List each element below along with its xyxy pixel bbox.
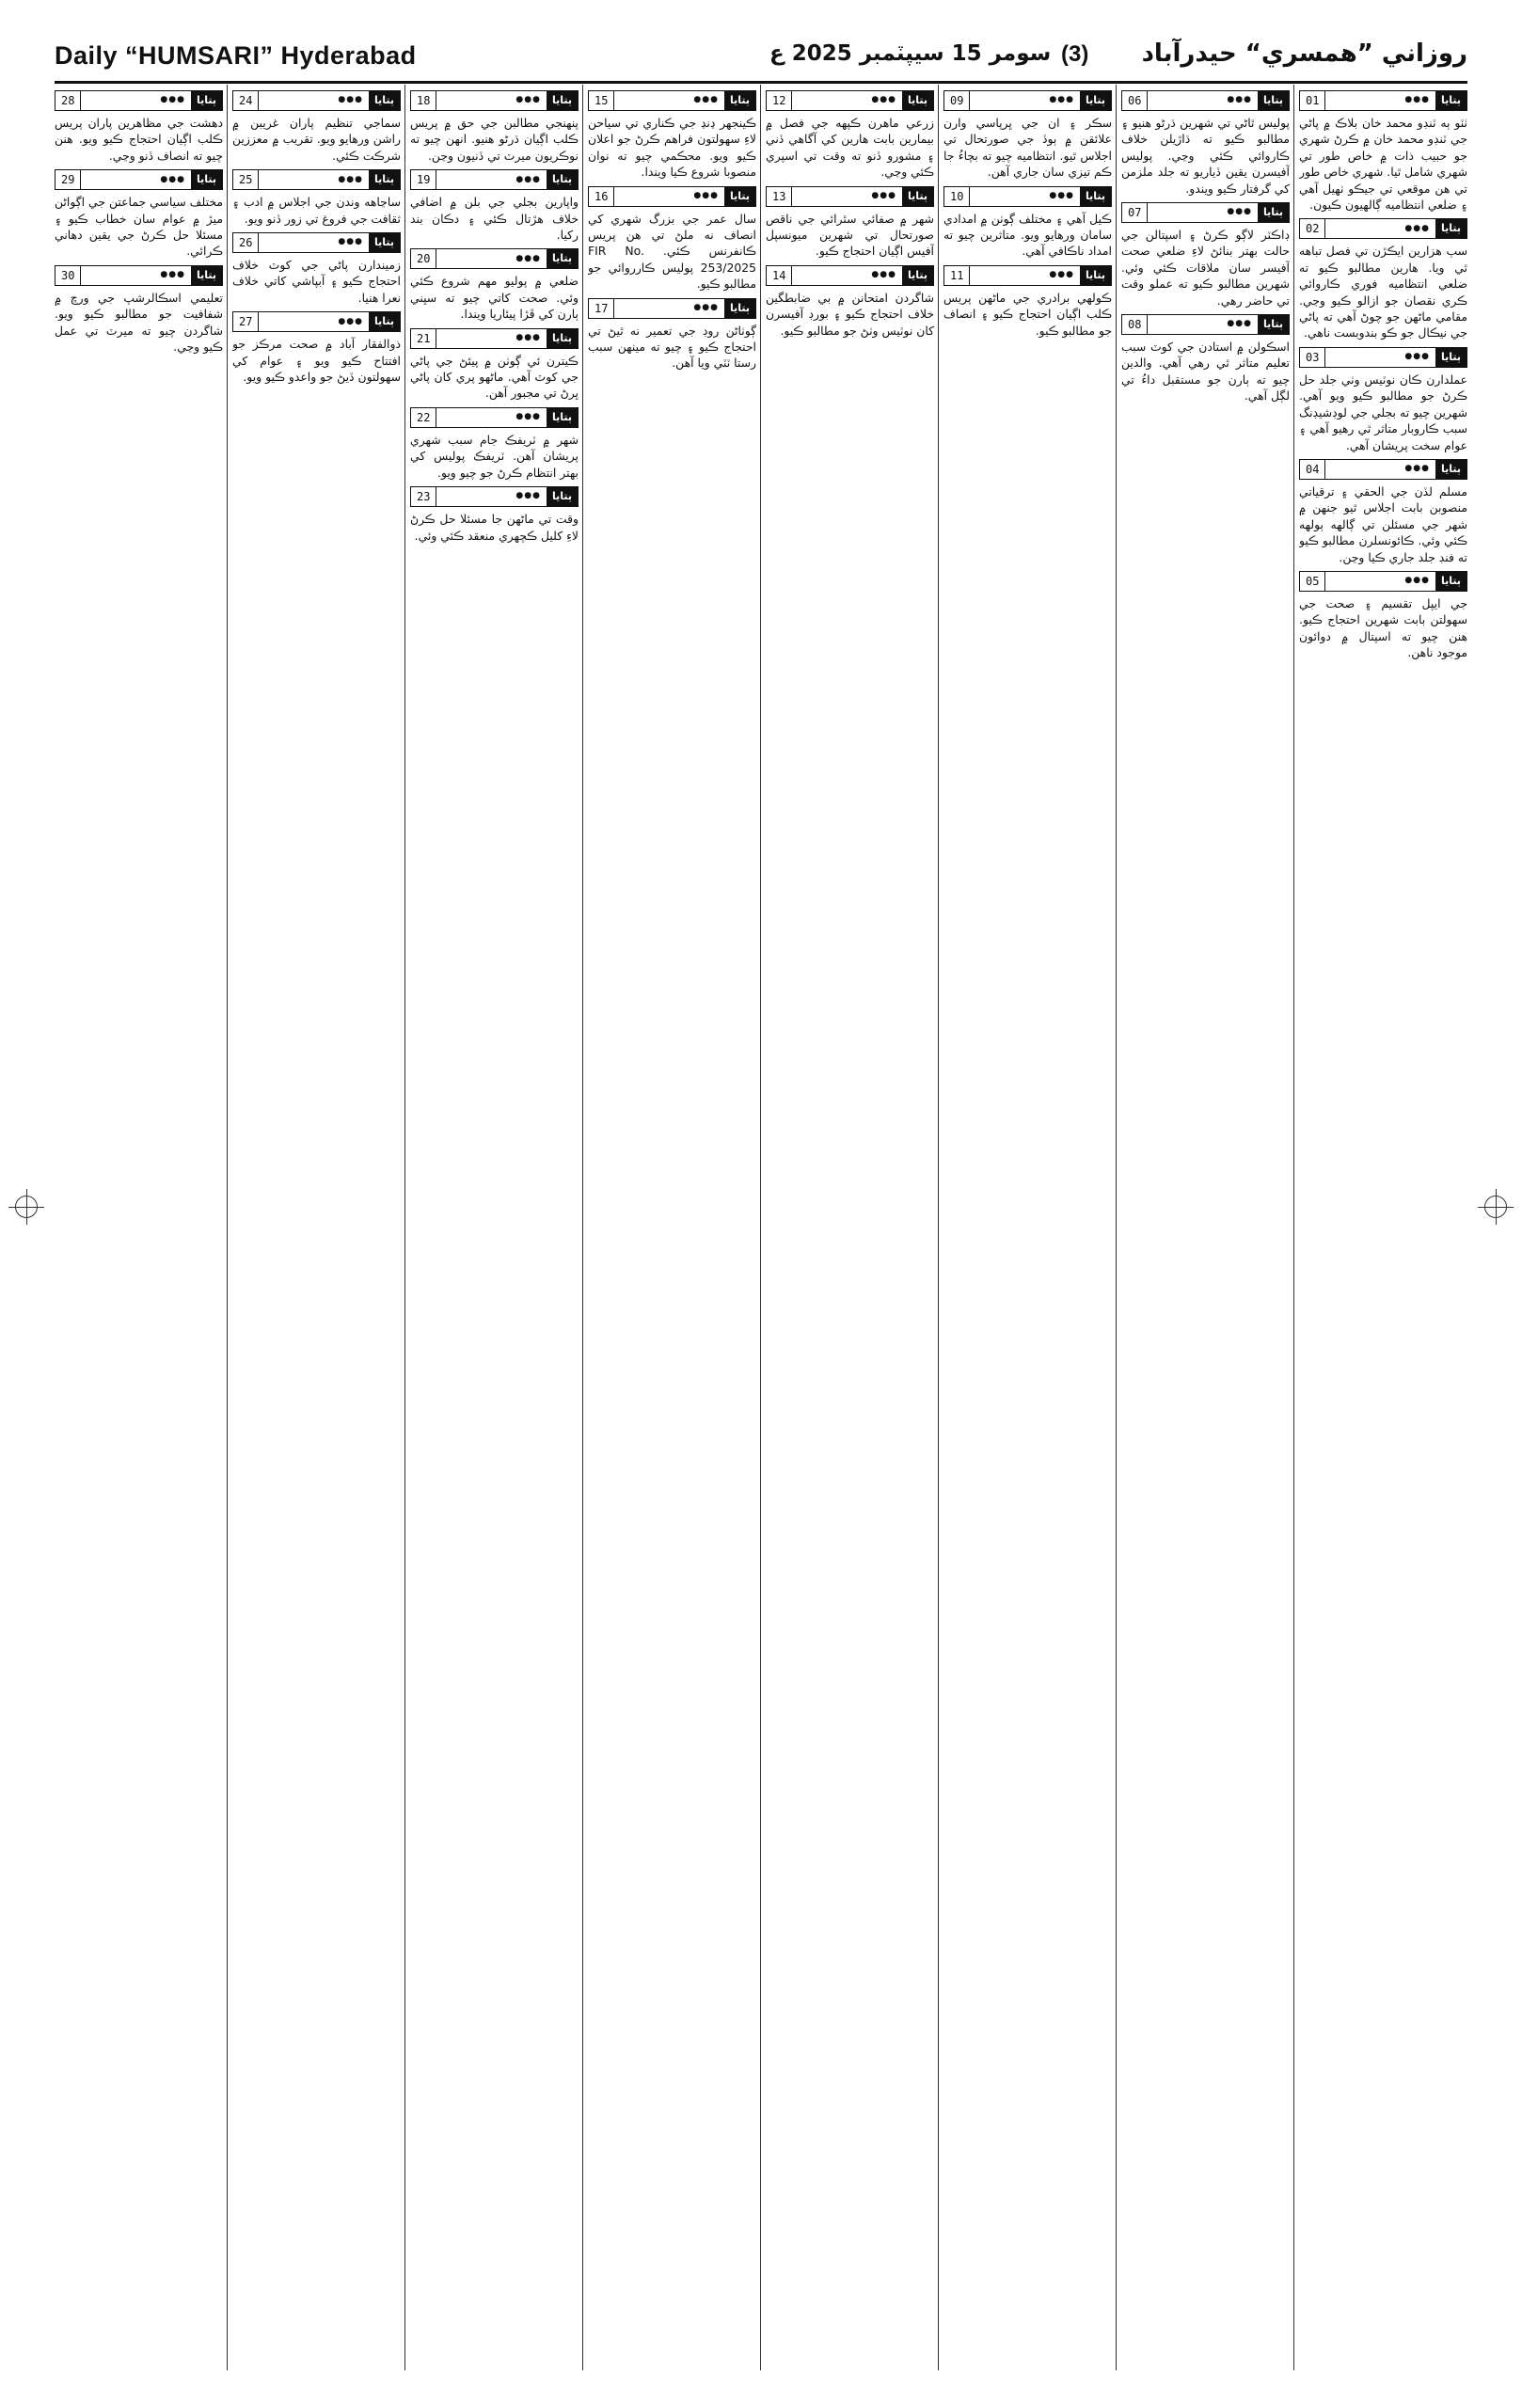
masthead-page-number: (3) <box>1061 41 1089 67</box>
news-item-body: مسلم لڏن جي الحقي ۽ ترقياتي منصوبن بابت اجلاس ٿيو جنهن ۾ شهر جي مسئلن تي ڳالهه ٻولهه ڪئي وئي. ڪائونسلرن مطالبو ڪيو ته فنڊ جلد جاري ڪيا وڃن. <box>1299 483 1467 564</box>
news-item-header <box>232 169 401 190</box>
news-item-header <box>55 169 223 190</box>
news-item-body: عملدارن ڪان نوٽيس وٺي جلد حل ڪرڻ جو مطالبو ڪيو ويو آهي. شهرين چيو ته بجلي جي لوڊشيڊنگ سبب ڪاروبار متاثر ٿي رهيو آهي ۽ عوام سخت پريشان آهي. <box>1299 372 1467 452</box>
item-label: ٻتايا <box>191 170 222 189</box>
item-stars: ●●● <box>1049 270 1074 280</box>
news-item-body: ڪيل آهي ۽ مختلف ڳوٺن ۾ امدادي سامان ورهايو ويو. متاثرين چيو ته امداد ناڪافي آهي. <box>943 211 1112 259</box>
item-number: 11 <box>944 266 970 285</box>
item-number: 27 <box>233 312 259 331</box>
item-number: 15 <box>589 91 614 110</box>
news-item-body: تعليمي اسڪالرشپ جي ورڇ ۾ شفافيت جو مطالبو ڪيو ويو. شاگردن چيو ته ميرٽ تي عمل ڪيو وڃي. <box>55 290 223 355</box>
item-label: ٻتايا <box>547 91 578 110</box>
item-label: ٻتايا <box>1435 572 1467 591</box>
item-stars: ●●● <box>160 95 185 105</box>
news-item-body: ذوالفقار آباد ۾ صحت مرڪز جو افتتاح ڪيو ويو ۽ عوام کي سهولتون ڏيڻ جو واعدو ڪيو ويو. <box>232 337 401 385</box>
item-number: 17 <box>589 299 614 318</box>
item-stars: ●●● <box>338 237 363 247</box>
item-stars: ●●● <box>693 302 719 312</box>
item-stars: ●●● <box>1404 352 1430 362</box>
news-item-body: ڪينجهر ڍنڍ جي ڪناري تي سياحن لاءِ سهولتون فراهم ڪرڻ جو اعلان ڪيو ويو. محڪمي چيو ته نوان منصوبا شروع ڪيا ويندا. <box>588 116 756 180</box>
item-label: ٻتايا <box>1080 266 1111 285</box>
item-label: ٻتايا <box>547 408 578 427</box>
item-number: 24 <box>233 91 259 110</box>
item-number: 06 <box>1122 91 1148 110</box>
news-item-body: دهشت جي مظاهرين پاران پريس ڪلب اڳيان احتجاج ڪيو ويو. هنن چيو ته انصاف ڏنو وڃي. <box>55 116 223 163</box>
news-item-header <box>410 328 579 349</box>
news-item-header <box>1299 571 1467 592</box>
item-number: 05 <box>1300 572 1325 591</box>
news-item-header <box>766 90 934 111</box>
news-column <box>1299 85 1467 2370</box>
item-label: ٻتايا <box>902 266 933 285</box>
news-item-header <box>588 90 756 111</box>
item-number: 20 <box>411 249 436 268</box>
item-label: ٻتايا <box>724 187 755 206</box>
news-item-body: شهر ۾ ٽريفڪ جام سبب شهري پريشان آهن. ٽريفڪ پوليس کي بهتر انتظام ڪرڻ جو چيو ويو. <box>410 432 579 480</box>
news-item-body: ٺٽو ٻه ٽنڊو محمد خان بلاڪ ۾ پاڻي جي ٽنڊو محمد خان ۾ ڪرڻ شهري جو حبيب ذات ۾ خاص طور تي شهري شامل ٿيا. شهري خاص طور تي هن موقعي تي جيڪو ٺهيل آهي ۽ ضلعي انتظاميه ڳالهيون ڪيون. <box>1299 116 1467 213</box>
news-item-header <box>1299 347 1467 368</box>
column-divider <box>404 85 405 2370</box>
item-stars: ●●● <box>515 412 541 422</box>
item-number: 29 <box>55 170 81 189</box>
item-label: ٻتايا <box>547 170 578 189</box>
item-stars: ●●● <box>1404 576 1430 586</box>
news-item-header <box>55 90 223 111</box>
item-stars: ●●● <box>871 270 896 280</box>
news-item-body: سڪر ۽ ان جي ڀرپاسي وارن علائقن ۾ ٻوڏ جي صورتحال تي اجلاس ٿيو. انتظاميه چيو ته بچاءُ جا ڪم تيزي سان جاري آهن. <box>943 116 1112 180</box>
news-item-header <box>1299 459 1467 480</box>
news-item-header <box>766 186 934 207</box>
news-column <box>232 85 401 2370</box>
item-number: 23 <box>411 487 436 506</box>
item-label: ٻتايا <box>547 249 578 268</box>
item-label: ٻتايا <box>1080 91 1111 110</box>
news-column <box>410 85 579 2370</box>
news-item-body: شهر ۾ صفائي سٿرائي جي ناقص صورتحال تي شهرين ميونسپل آفيس اڳيان احتجاج ڪيو. <box>766 211 934 259</box>
item-label: ٻتايا <box>902 91 933 110</box>
news-item-header <box>232 232 401 253</box>
news-item-header <box>1299 218 1467 239</box>
item-number: 30 <box>55 266 81 285</box>
item-number: 28 <box>55 91 81 110</box>
news-item-body: واپارين بجلي جي بلن ۾ اضافي خلاف هڙتال ڪئي ۽ دڪان بند رکيا. <box>410 195 579 243</box>
news-item-header <box>1299 90 1467 111</box>
news-item-body: سماجي تنظيم پاران غريبن ۾ راشن ورهايو ويو. تقريب ۾ معززين شرڪت ڪئي. <box>232 116 401 163</box>
item-stars: ●●● <box>1049 190 1074 200</box>
item-label: ٻتايا <box>1435 348 1467 367</box>
item-number: 10 <box>944 187 970 206</box>
news-item-body: ڊاڪٽر لاڳو ڪرڻ ۽ اسپتالن جي حالت بهتر بنائڻ لاءِ ضلعي صحت آفيسر سان ملاقات ڪئي وئي. شهرين مطالبو ڪيو ته عملو وقت تي حاضر رهي. <box>1121 228 1290 308</box>
item-number: 01 <box>1300 91 1325 110</box>
item-label: ٻتايا <box>369 170 400 189</box>
news-item-header <box>943 265 1112 286</box>
news-item-body: پنهنجي مطالبن جي حق ۾ پريس ڪلب اڳيان ڌرڻو هنيو. انهن چيو ته نوڪريون ميرٽ تي ڏنيون وڃن. <box>410 116 579 163</box>
item-stars: ●●● <box>1227 95 1252 105</box>
news-item-body: ضلعي ۾ پوليو مهم شروع ڪئي وئي. صحت کاتي چيو ته سڀني ٻارن کي ڦڙا پيئاريا ويندا. <box>410 274 579 322</box>
item-number: 13 <box>767 187 792 206</box>
news-item-header <box>943 90 1112 111</box>
news-item-body: ساڃاهه وندن جي اجلاس ۾ ادب ۽ ثقافت جي فروغ تي زور ڏنو ويو. <box>232 195 401 226</box>
item-stars: ●●● <box>871 95 896 105</box>
news-item-header <box>1121 202 1290 223</box>
item-label: ٻتايا <box>1435 219 1467 238</box>
item-stars: ●●● <box>1227 319 1252 329</box>
news-column <box>588 85 756 2370</box>
news-item-body: ڳوٺاڻن روڊ جي تعمير نه ٿيڻ تي احتجاج ڪيو ۽ چيو ته مينهن سبب رستا ٽٽي ويا آهن. <box>588 323 756 371</box>
item-stars: ●●● <box>515 95 541 105</box>
item-number: 12 <box>767 91 792 110</box>
item-number: 04 <box>1300 460 1325 479</box>
item-number: 25 <box>233 170 259 189</box>
item-label: ٻتايا <box>1435 460 1467 479</box>
news-item-header <box>410 90 579 111</box>
registration-mark-right <box>1484 1196 1507 1218</box>
news-column <box>1121 85 1290 2370</box>
item-number: 26 <box>233 233 259 252</box>
item-stars: ●●● <box>1404 223 1430 233</box>
item-stars: ●●● <box>1049 95 1074 105</box>
item-label: ٻتايا <box>724 299 755 318</box>
column-divider <box>1116 85 1117 2370</box>
item-number: 03 <box>1300 348 1325 367</box>
item-stars: ●●● <box>515 332 541 342</box>
news-item-header <box>410 169 579 190</box>
column-divider <box>227 85 228 2370</box>
news-column <box>55 85 223 2370</box>
item-number: 08 <box>1122 315 1148 334</box>
news-item-body: سال عمر جي بزرگ شهري کي انصاف نه ملڻ تي هن پريس ڪانفرنس ڪئي. FIR No. 253/2025 پوليس ڪارروائي جو مطالبو ڪيو. <box>588 211 756 292</box>
column-divider <box>1293 85 1294 2370</box>
item-number: 14 <box>767 266 792 285</box>
item-label: ٻتايا <box>902 187 933 206</box>
item-label: ٻتايا <box>369 233 400 252</box>
item-stars: ●●● <box>338 174 363 184</box>
news-item-body: جي ايپل تقسيم ۽ صحت جي سهولتن بابت شهرين احتجاج ڪيو. هنن چيو ته اسپتال ۾ دوائون موجود ناهن. <box>1299 595 1467 660</box>
news-item-header <box>588 186 756 207</box>
item-stars: ●●● <box>338 316 363 326</box>
item-label: ٻتايا <box>547 329 578 348</box>
news-columns <box>55 85 1467 2370</box>
news-item-body: زميندارن پاڻي جي کوٽ خلاف احتجاج ڪيو ۽ آبپاشي کاتي خلاف نعرا هنيا. <box>232 258 401 305</box>
item-number: 16 <box>589 187 614 206</box>
column-divider <box>938 85 939 2370</box>
news-item-header <box>232 311 401 332</box>
item-label: ٻتايا <box>191 91 222 110</box>
item-number: 22 <box>411 408 436 427</box>
masthead-sindhi-title: روزاني ”همسري“ حيدرآباد <box>1141 40 1467 68</box>
item-stars: ●●● <box>160 270 185 280</box>
item-stars: ●●● <box>1227 207 1252 217</box>
registration-mark-left <box>15 1196 38 1218</box>
item-number: 21 <box>411 329 436 348</box>
news-item-header <box>232 90 401 111</box>
news-item-header <box>410 248 579 269</box>
news-item-body: مختلف سياسي جماعتن جي اڳواڻن ميڙ ۾ عوام سان خطاب ڪيو ۽ مسئلا حل ڪرڻ جي يقين دهاني ڪرائي. <box>55 195 223 259</box>
news-item-header <box>55 265 223 286</box>
item-stars: ●●● <box>871 190 896 200</box>
news-item-header <box>410 407 579 428</box>
item-stars: ●●● <box>515 253 541 263</box>
column-divider <box>760 85 761 2370</box>
news-item-body: سٻ هزارين ايڪڙن تي فصل تباهه ٿي ويا. هارين مطالبو ڪيو ته ضلعي انتظاميه فوري ڪاروائي ڪري نقصان جو ازالو ڪيو وڃي. مقامي ماڻهن جو چوڻ آهي ته پاڻي جي نيڪال جو ڪو بندوبست ناهي. <box>1299 244 1467 341</box>
item-number: 07 <box>1122 203 1148 222</box>
item-label: ٻتايا <box>369 91 400 110</box>
item-number: 18 <box>411 91 436 110</box>
item-label: ٻتايا <box>369 312 400 331</box>
news-item-body: زرعي ماهرن ڪپهه جي فصل ۾ بيمارين بابت هارين کي آگاهي ڏني ۽ مشورو ڏنو ته وقت تي اسپري ڪئي وڃي. <box>766 116 934 180</box>
news-item-body: اسڪولن ۾ استادن جي کوٽ سبب تعليم متاثر ٿي رهي آهي. والدين چيو ته ٻارن جو مستقبل داءُ تي لڳل آهي. <box>1121 340 1290 404</box>
news-column <box>943 85 1112 2370</box>
news-item-body: پوليس ٿاڻي تي شهرين ڌرڻو هنيو ۽ مطالبو ڪيو ته ڌاڙيلن خلاف ڪاروائي ڪئي وڃي. پوليس آفيسرن يقين ڏياريو ته جلد ملزمن کي گرفتار ڪيو ويندو. <box>1121 116 1290 196</box>
masthead-date: سومر 15 سيپٽمبر 2025 ع <box>769 41 1052 66</box>
item-label: ٻتايا <box>547 487 578 506</box>
item-number: 02 <box>1300 219 1325 238</box>
item-stars: ●●● <box>160 174 185 184</box>
news-item-header <box>410 486 579 507</box>
masthead-english-title: Daily “HUMSARI” Hyderabad <box>55 41 417 70</box>
item-label: ٻتايا <box>1258 91 1289 110</box>
news-item-body: وقت تي ماڻهن جا مسئلا حل ڪرڻ لاءِ کليل ڪچهري منعقد ڪئي وئي. <box>410 512 579 543</box>
item-stars: ●●● <box>1404 95 1430 105</box>
item-stars: ●●● <box>515 491 541 501</box>
news-item-body: شاگردن امتحانن ۾ بي ضابطگين خلاف احتجاج ڪيو ۽ بورڊ آفيسرن کان نوٽيس وٺڻ جو مطالبو ڪيو. <box>766 290 934 338</box>
news-item-header <box>1121 314 1290 335</box>
masthead <box>55 38 1467 84</box>
news-item-header <box>588 298 756 319</box>
item-stars: ●●● <box>693 190 719 200</box>
column-divider <box>582 85 583 2370</box>
item-label: ٻتايا <box>1258 315 1289 334</box>
news-item-body: ڪيترن ئي ڳوٺن ۾ پيئڻ جي پاڻي جي کوٽ آهي. ماڻهو پري کان پاڻي ڀرڻ تي مجبور آهن. <box>410 353 579 401</box>
item-label: ٻتايا <box>724 91 755 110</box>
item-number: 09 <box>944 91 970 110</box>
news-item-header <box>1121 90 1290 111</box>
item-stars: ●●● <box>693 95 719 105</box>
news-item-header <box>766 265 934 286</box>
news-column <box>766 85 934 2370</box>
item-stars: ●●● <box>1404 464 1430 474</box>
item-label: ٻتايا <box>191 266 222 285</box>
item-number: 19 <box>411 170 436 189</box>
news-item-body: ڪولهي برادري جي ماڻهن پريس ڪلب اڳيان احتجاج ڪيو ۽ انصاف جو مطالبو ڪيو. <box>943 290 1112 338</box>
item-label: ٻتايا <box>1258 203 1289 222</box>
item-stars: ●●● <box>338 95 363 105</box>
news-item-header <box>943 186 1112 207</box>
item-label: ٻتايا <box>1435 91 1467 110</box>
item-label: ٻتايا <box>1080 187 1111 206</box>
item-stars: ●●● <box>515 174 541 184</box>
